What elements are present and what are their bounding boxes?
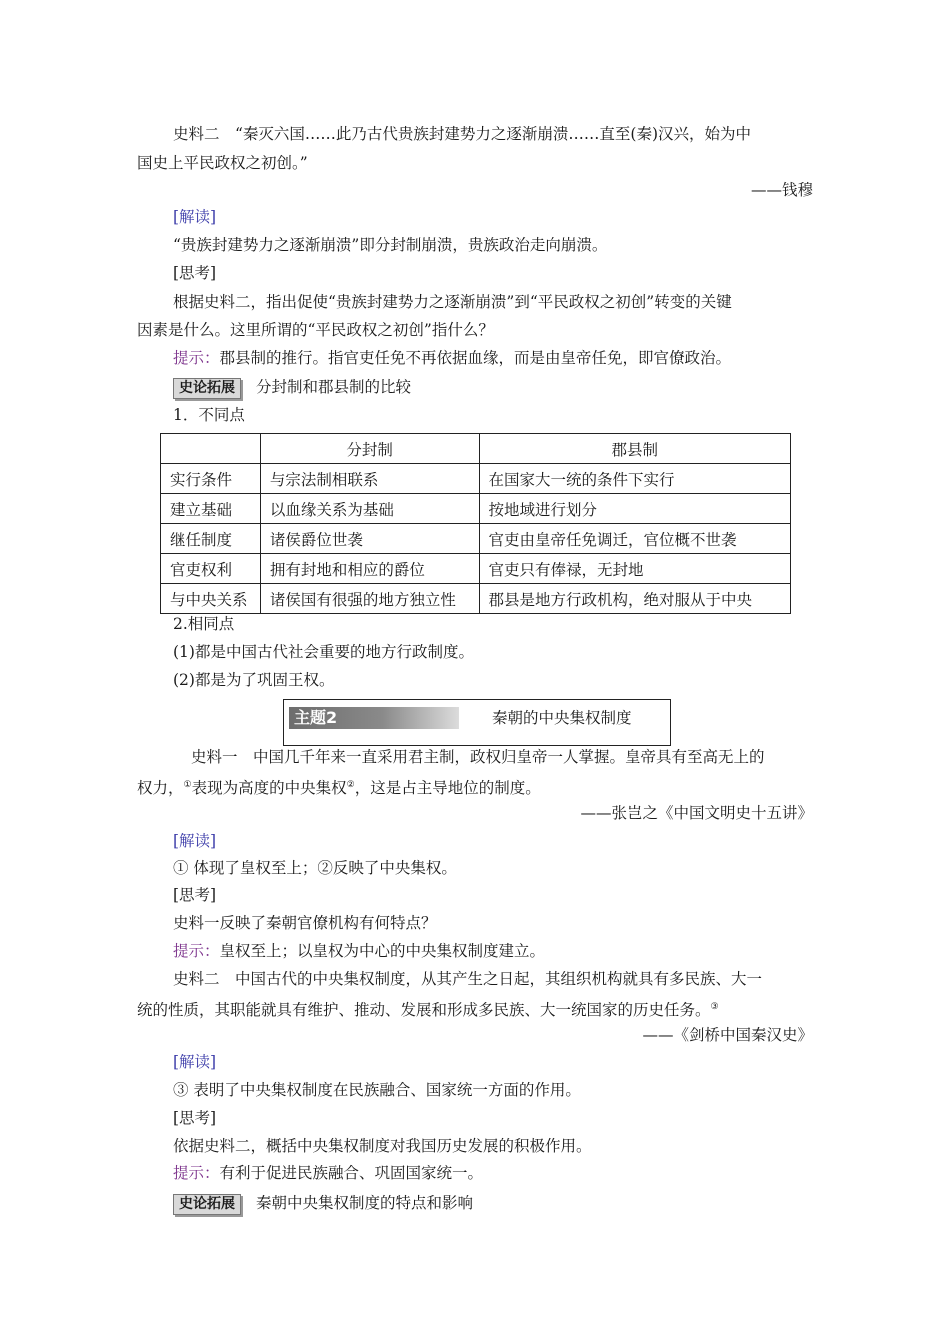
interpret-text-3: ③ 表明了中央集权制度在民族融合、国家统一方面的作用。 — [173, 1081, 581, 1099]
m1-source: ——张岂之《中国文明史十五讲》 — [580, 804, 813, 822]
table-row — [161, 494, 791, 524]
think-label-2: [思考] — [173, 886, 217, 904]
hint-line — [173, 348, 731, 368]
hint-text: 郡县制的推行。指官吏任免不再依据血缘，而是由皇帝任免，即官僚政治。 — [219, 349, 732, 367]
m1-line2 — [137, 775, 541, 798]
table-cell: 官吏权利 — [161, 554, 261, 584]
material2-line1: 史料二 “秦灭六国……此乃古代贵族封建势力之逐渐崩溃……直至(秦)汉兴，始为中 — [173, 125, 752, 143]
topic-label: 主题2 — [294, 708, 338, 727]
table-row — [161, 554, 791, 584]
interpret-label-3: [解读] — [173, 1053, 217, 1071]
table-cell: 与宗法制相联系 — [260, 464, 479, 494]
hint-label: 提示： — [173, 349, 220, 367]
same-point-2: (2)都是为了巩固王权。 — [173, 671, 335, 689]
expand-heading-2 — [173, 1193, 473, 1215]
table-cell: 拥有封地和相应的爵位 — [260, 554, 479, 584]
think-label: [思考] — [173, 264, 217, 282]
think-text-3: 依据史料二，概括中央集权制度对我国历史发展的积极作用。 — [173, 1137, 592, 1155]
think-label-3: [思考] — [173, 1109, 217, 1127]
m1-text-b: 表现为高度的中央集权 — [191, 779, 347, 798]
interpret-text-2: ① 体现了皇权至上；②反映了中央集权。 — [173, 859, 457, 877]
table-row — [161, 464, 791, 494]
table-cell: 建立基础 — [161, 494, 261, 524]
expand-title: 分封制和郡县制的比较 — [255, 378, 411, 396]
table-cell: 继任制度 — [161, 524, 261, 554]
topic-banner — [283, 699, 671, 746]
m1-line1: 史料一 中国几千年来一直采用君主制，政权归皇帝一人掌握。皇帝具有至高无上的 — [191, 748, 765, 766]
same-point-1: (1)都是中国古代社会重要的地方行政制度。 — [173, 643, 474, 661]
interpret-label-2: [解读] — [173, 832, 217, 850]
hint-label-2: 提示： — [173, 942, 220, 960]
interpret-label: [解读] — [173, 208, 217, 226]
table-cell: 与中央关系 — [161, 584, 261, 614]
table-cell: 以血缘关系为基础 — [260, 494, 479, 524]
m2-line1: 史料二 中国古代的中央集权制度，从其产生之日起，其组织机构就具有多民族、大一 — [173, 970, 763, 988]
hint-line-2 — [173, 941, 545, 961]
hint-text-3: 有利于促进民族融合、巩固国家统一。 — [219, 1164, 484, 1182]
footnote-mark-3: ③ — [710, 1002, 719, 1012]
table-header-row — [161, 434, 791, 464]
interpret-text: “贵族封建势力之逐渐崩溃”即分封制崩溃，贵族政治走向崩溃。 — [173, 236, 608, 254]
m2-text: 统的性质，其职能就具有维护、推动、发展和形成多民族、大一统国家的历史任务。 — [137, 1001, 711, 1020]
diff-heading: 1．不同点 — [173, 406, 245, 424]
table-header-cell: 分封制 — [260, 434, 479, 464]
table-cell: 官吏由皇帝任免调迁，官位概不世袭 — [479, 524, 790, 554]
table-cell: 官吏只有俸禄，无封地 — [479, 554, 790, 584]
table-row — [161, 524, 791, 554]
hint-text-2: 皇权至上；以皇权为中心的中央集权制度建立。 — [219, 942, 546, 960]
table-header-cell: 郡县制 — [479, 434, 790, 464]
table-cell: 实行条件 — [161, 464, 261, 494]
table-cell: 按地域进行划分 — [479, 494, 790, 524]
expand-title-2: 秦朝中央集权制度的特点和影响 — [255, 1194, 473, 1212]
m2-line2 — [137, 997, 719, 1020]
m2-source: ——《剑桥中国秦汉史》 — [642, 1026, 813, 1044]
table-cell: 诸侯国有很强的地方独立性 — [260, 584, 479, 614]
topic-title: 秦朝的中央集权制度 — [492, 709, 632, 727]
footnote-mark-2: ② — [346, 780, 355, 790]
think-text-2: 史料一反映了秦朝官僚机构有何特点？ — [173, 914, 437, 932]
table-cell: 诸侯爵位世袭 — [260, 524, 479, 554]
think-line1: 根据史料二，指出促使“贵族封建势力之逐渐崩溃”到“平民政权之初创”转变的关键 — [173, 293, 732, 311]
same-heading: 2.相同点 — [173, 615, 235, 633]
material2-line2: 国史上平民政权之初创。” — [137, 154, 308, 172]
table-row — [161, 584, 791, 614]
expand-heading — [173, 377, 411, 399]
comparison-table — [160, 433, 791, 614]
material2-source: ——钱穆 — [750, 181, 813, 199]
hint-line-3 — [173, 1163, 483, 1183]
table-cell: 郡县是地方行政机构，绝对服从于中央 — [479, 584, 790, 614]
think-line2: 因素是什么。这里所谓的“平民政权之初创”指什么？ — [137, 321, 494, 339]
table-cell: 在国家大一统的条件下实行 — [479, 464, 790, 494]
m1-text-c: ，这是占主导地位的制度。 — [354, 779, 541, 798]
table-header-cell — [161, 434, 261, 464]
footnote-mark-1: ① — [183, 780, 192, 790]
m1-text-a: 权力， — [137, 779, 184, 798]
hint-label-3: 提示： — [173, 1164, 220, 1182]
expand-tag-2: 史论拓展 — [173, 1194, 241, 1215]
expand-tag: 史论拓展 — [173, 378, 241, 399]
